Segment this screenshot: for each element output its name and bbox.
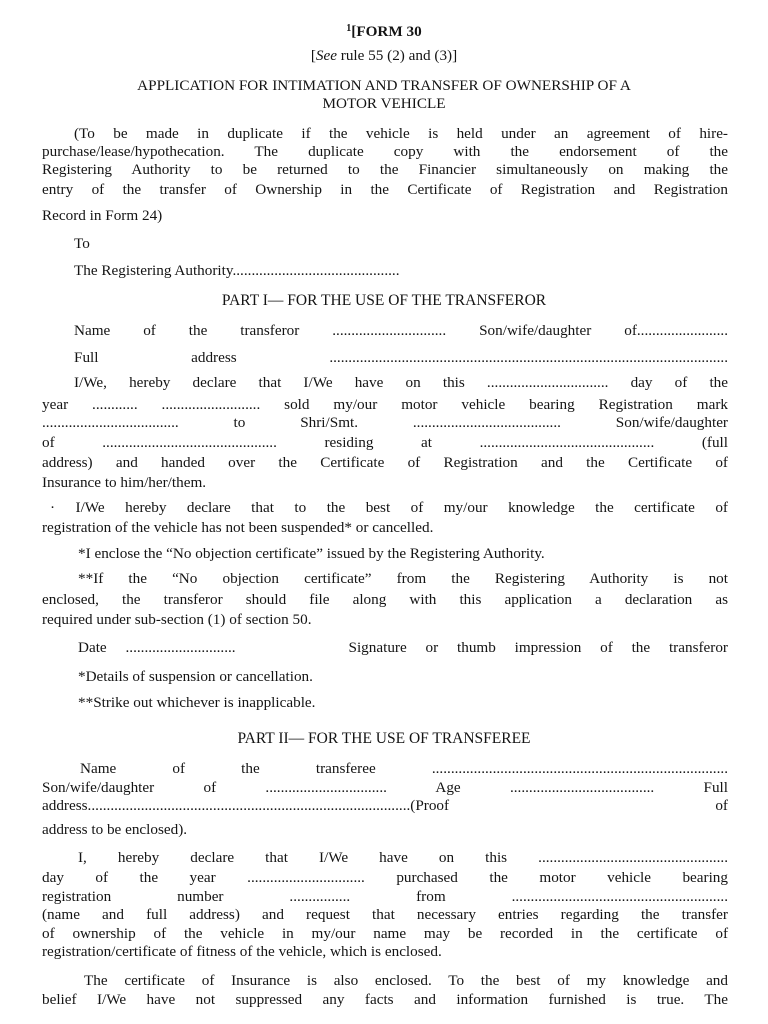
intro-line-4: entry of the transfer of Ownership in the Certificate of Registration and Registration xyxy=(42,181,728,198)
part2-line-5: I, hereby declare that I/We have on this .................................................. xyxy=(78,849,728,866)
part2-line-11: The certificate of Insurance is also enclosed. To the best of my knowledge and xyxy=(84,972,728,989)
part1-line-16: *Details of suspension or cancellation. xyxy=(78,668,313,685)
intro-line-1: (To be made in duplicate if the vehicle is held under an agreement of hire- xyxy=(74,125,728,142)
rule-see: See xyxy=(315,47,337,64)
heading-line-1: APPLICATION FOR INTIMATION AND TRANSFER OF OWNERSHIP OF A xyxy=(137,77,631,94)
part1-line-9: · I/We hereby declare that to the best of my/our knowledge the certificate of xyxy=(50,499,728,516)
part1-line-17: **Strike out whichever is inapplicable. xyxy=(78,694,316,711)
part1-line-8: Insurance to him/her/them. xyxy=(42,474,207,491)
part2-heading: PART II— FOR THE USE OF TRANSFEREE xyxy=(237,730,531,747)
part1-line-12: **If the “No objection certificate” from the Registering Authority is not xyxy=(78,570,728,587)
part2-line-10: registration/certificate of fitness of the vehicle, which is enclosed. xyxy=(42,943,442,960)
part2-line-9: of ownership of the vehicle in my/our name may be recorded in the certificate of xyxy=(42,925,728,942)
part2-line-1: Name of the transferee .............................................................................. xyxy=(80,760,728,777)
part2-line-2: Son/wife/daughter of ................................ Age ...................................... Full xyxy=(42,779,728,796)
part2-line-4: address to be enclosed). xyxy=(42,821,188,838)
part2-line-3: address.....................................................................................(Proof of xyxy=(42,797,728,814)
intro-line-5: Record in Form 24) xyxy=(42,207,163,224)
part1-line-4: year ............ .......................... sold my/our motor vehicle bearing Registration mark xyxy=(42,396,728,413)
part1-line-6: of .............................................. residing at .............................................. (full xyxy=(42,434,728,451)
part1-line-3: I/We, hereby declare that I/We have on this ................................ day of the xyxy=(74,374,728,391)
part1-line-5: .................................... to Shri/Smt. ....................................... Son/wife/daughter xyxy=(42,414,728,431)
part1-line-7: address) and handed over the Certificate of Registration and the Certificate of xyxy=(42,454,728,471)
part1-line-1: Name of the transferor .............................. Son/wife/daughter of........................ xyxy=(74,322,728,339)
heading-line-2: MOTOR VEHICLE xyxy=(322,95,446,112)
part1-heading: PART I— FOR THE USE OF THE TRANSFEROR xyxy=(221,292,547,309)
authority-line: The Registering Authority............................................ xyxy=(74,262,400,279)
part1-line-10: registration of the vehicle has not been suspended* or cancelled. xyxy=(42,519,434,536)
part2-line-6: day of the year ............................... purchased the motor vehicle bearing xyxy=(42,869,728,886)
part1-line-2: Full address ......................................................................................................... xyxy=(74,349,728,366)
part2-line-7: registration number ................ from ......................................................... xyxy=(42,888,728,905)
part1-line-11: *I enclose the “No objection certificate” issued by the Registering Authority. xyxy=(78,545,545,562)
intro-line-3: Registering Authority to be returned to the Financier simultaneously on making the xyxy=(42,161,728,178)
form-title xyxy=(0,20,768,41)
rule-reference: [See rule 55 (2) and (3)] xyxy=(310,47,458,64)
form-title-text: [FORM 30 xyxy=(351,23,422,40)
footnote-mark: 1 xyxy=(346,23,352,34)
part1-line-13: enclosed, the transferor should file along with this application a declaration as xyxy=(42,591,728,608)
part2-line-12: belief I/We have not suppressed any facts and information furnished is true. The xyxy=(42,991,728,1008)
to-label: To xyxy=(74,235,90,252)
part2-line-8: (name and full address) and request that necessary entries regarding the transfer xyxy=(42,906,728,923)
part1-line-15: Date ............................. Signature or thumb impression of the transferor xyxy=(78,639,728,656)
intro-line-2: purchase/lease/hypothecation. The duplicate copy with the endorsement of the xyxy=(42,143,728,160)
part1-line-14: required under sub-section (1) of section 50. xyxy=(42,611,312,628)
rule-ref-text: rule 55 (2) and (3)] xyxy=(340,47,458,64)
